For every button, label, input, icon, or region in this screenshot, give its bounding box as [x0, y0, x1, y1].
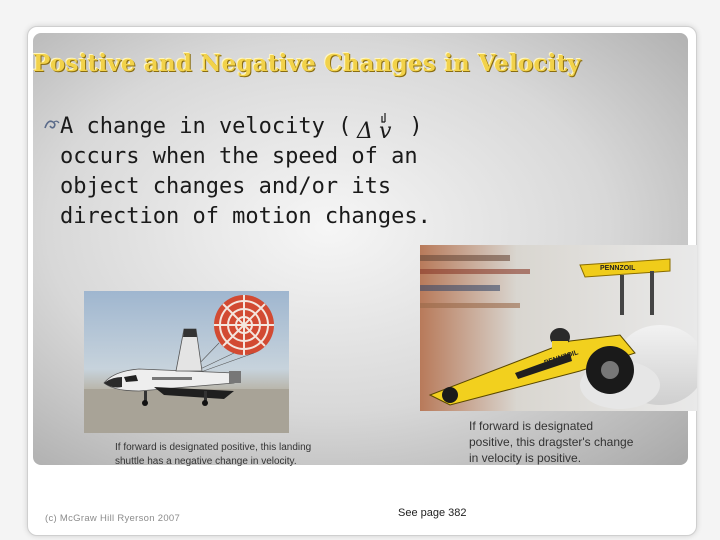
space-shuttle-landing-image [84, 291, 289, 433]
bullet-line-4: direction of motion changes. [60, 204, 431, 229]
delta-v-symbol [351, 112, 409, 142]
bullet-line-1-start: A change in velocity ( [60, 114, 352, 139]
dragster-caption: If forward is designated positive, this dragster's change in velocity is positive. [469, 419, 634, 465]
copyright-footer: (c) McGraw Hill Ryerson 2007 [45, 513, 181, 524]
shuttle-caption: If forward is designated positive, this landing shuttle has a negative change in velocity. [115, 442, 312, 467]
slide-title: Positive and Negative Changes in Velocity [33, 50, 581, 77]
delta-symbol: Δ [357, 119, 374, 144]
curl-bullet-icon [44, 117, 60, 131]
page-reference-link[interactable]: See page 382 [398, 507, 467, 519]
dragster-race-car-image [420, 245, 697, 411]
bullet-line-3: object changes and/or its [60, 174, 392, 199]
body-sponsor-text: PENNZOIL [543, 349, 580, 367]
bullet-line-2: occurs when the speed of an [60, 144, 418, 169]
v-symbol: v [379, 119, 392, 144]
bullet-text [60, 112, 480, 232]
wing-sponsor-text: PENNZOIL [600, 265, 636, 272]
bullet-line-1-end: ) [409, 114, 423, 139]
bullet-line-1 [60, 112, 480, 142]
